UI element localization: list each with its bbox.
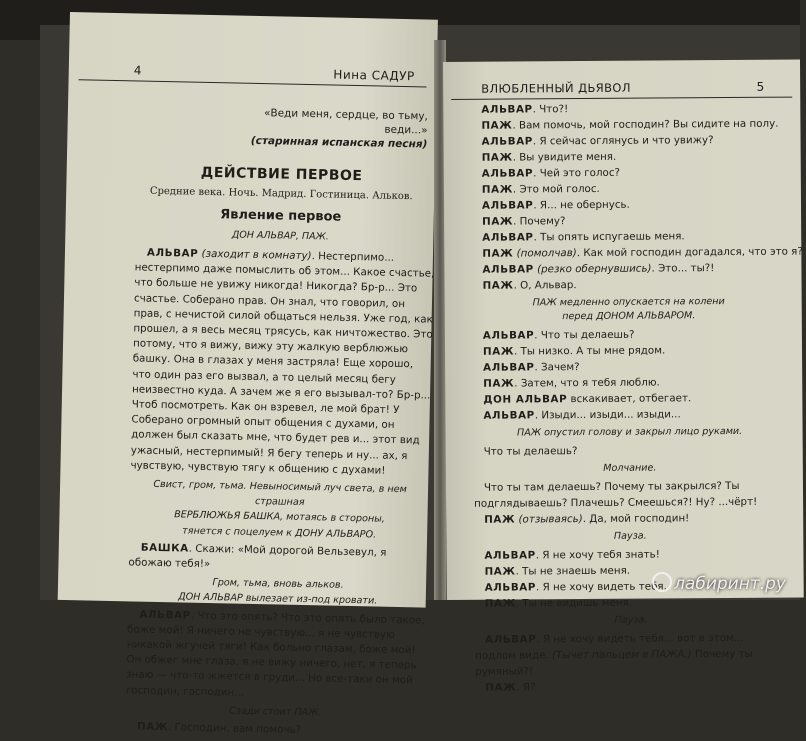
stage-direction-line: Свист, гром, тьма. Невыносимый луч света, в нем страшная bbox=[153, 478, 407, 509]
epigraph-text: «Веди меня, сердце, во тьму, веди...» bbox=[263, 107, 429, 137]
speaker-name: АЛЬВАР bbox=[483, 361, 535, 374]
dialogue-paragraph bbox=[126, 607, 428, 704]
dialogue-text: . Ты не видишь меня. bbox=[515, 596, 633, 610]
left-page-header bbox=[79, 57, 427, 87]
epigraph bbox=[217, 105, 428, 151]
dialogue-text: . Изыди... изыди... изыди... bbox=[534, 408, 681, 422]
speaker-name: ПАЖ bbox=[482, 215, 514, 228]
speaker-name: АЛЬВАР bbox=[481, 103, 533, 116]
dialogue-line bbox=[473, 276, 785, 294]
dialogue-text: . Это... ты?! bbox=[651, 262, 715, 275]
speaker-name: ПАЖ bbox=[484, 565, 516, 578]
speaker-name: АЛЬВАР bbox=[484, 581, 537, 594]
dialogue-line bbox=[472, 244, 803, 262]
stage-direction: Молчание. bbox=[603, 462, 657, 474]
labirint-logo-icon bbox=[652, 572, 672, 592]
dialogue-line: Что ты там делаешь? Почему ты закрылся? Ты подглядываешь? Плачешь? Смеешься?! Ну? ...чёрт! bbox=[474, 479, 758, 510]
speaker-name: ПАЖ bbox=[136, 720, 169, 734]
dialogue-text: . Вам помочь, мой господин? Вы сидите на полу. bbox=[512, 117, 779, 132]
cast-line: ДОН АЛЬВАР, ПАЖ. bbox=[231, 229, 329, 243]
scene-title: Явление первое bbox=[220, 207, 342, 225]
speaker-name: АЛЬВАР bbox=[481, 135, 533, 148]
dialogue-text: . Скажи: «Мой дорогой Вельзевул, я обожаю тебя!» bbox=[128, 542, 387, 571]
dialogue-paragraph bbox=[125, 719, 425, 740]
running-title: ВЛЮБЛЕННЫЙ ДЬЯВОЛ bbox=[481, 80, 631, 96]
dialogue-text: Почему ты румяный?! bbox=[475, 647, 753, 678]
watermark-text: лабиринт.ру bbox=[674, 574, 786, 594]
dialogue-text: . Нестерпимо... нестерпимо даже помыслить об этом... Какое счастье, что больше не увижу никогда! Никогда? Бр-р... Это счастье. Соберано прав. Он знал, что говорил, он прав, с нечистой силой общаться нельзя. Уже год, как прошел, а я весь месяц трясусь, как ничтожество. Это потому, что я вижу, вижу эту жалкую верблюжью башку. Она в глазах у меня застряла! Еще хорошо, что один раз его вызвал, а то целый месяц бегу неизвестно куда. А зачем же я его вызывал-то? Бр-р... Чтоб посмотреть. Как он взревел, ле мой брат! У Соберано огромный опыт общения с духами, он должен был сказать мне, что будет рев и... этот вид ужасный, нестерпимый! Я бегу теперь и ну... ах, я чувствую, чувствую тягу к общению с духами! bbox=[130, 250, 435, 477]
speaker-name: ПАЖ bbox=[481, 151, 513, 164]
stage-direction: Пауза. bbox=[614, 614, 648, 626]
dialogue-text: . Ты не знаешь меня. bbox=[515, 564, 631, 578]
stage-direction-line: перед ДОНОМ АЛЬВАРОМ. bbox=[562, 310, 696, 323]
right-page-number: 5 bbox=[756, 79, 765, 94]
stage-direction-inline: (заходит в комнату) bbox=[201, 247, 312, 263]
speaker-name: АЛЬВАР bbox=[139, 608, 191, 622]
dialogue-text: . Я сейчас оглянусь и что увижу? bbox=[532, 134, 714, 148]
speaker-name: АЛЬВАР bbox=[482, 263, 534, 276]
dialogue-block-2 bbox=[473, 326, 786, 424]
stage-direction: Пауза. bbox=[613, 530, 647, 542]
dialogue-paragraph bbox=[128, 540, 429, 577]
stage-direction-inline: (резко обернувшись) bbox=[537, 262, 652, 276]
stage-direction-inline: (Тычет пальцем в ПАЖА.) bbox=[551, 648, 692, 662]
speaker-name: АЛЬВАР bbox=[482, 231, 534, 244]
dialogue-text: . О, Альвар. bbox=[513, 279, 577, 292]
dialogue-text: . Ты опять испугаешь меня. bbox=[533, 230, 685, 244]
speaker-name: ПАЖ bbox=[481, 183, 513, 196]
stage-direction: ПАЖ опустил голову и закрыл лицо руками. bbox=[516, 425, 743, 439]
dialogue-text: . Я не хочу тебя знать! bbox=[535, 548, 660, 562]
setting-line: Средние века. Ночь. Мадрид. Гостиница. Альков. bbox=[149, 185, 413, 203]
speaker-name: ПАЖ bbox=[484, 513, 516, 526]
dialogue-text: . Я... не обернусь. bbox=[533, 198, 630, 212]
speaker-name: ПАЖ bbox=[485, 681, 517, 694]
speaker-name: ПАЖ bbox=[484, 597, 516, 610]
speaker-name: БАШКА bbox=[140, 541, 189, 555]
stage-direction-inline: (отзываясь) bbox=[518, 513, 583, 526]
dialogue-line: Что ты делаешь? bbox=[483, 445, 578, 458]
dialogue-text: . Господин, вам помочь? bbox=[167, 721, 302, 737]
act-title: ДЕЙСТВИЕ ПЕРВОЕ bbox=[200, 164, 363, 185]
speaker-name: АЛЬВАР bbox=[481, 199, 534, 212]
stage-direction bbox=[129, 476, 430, 543]
stage-direction bbox=[128, 574, 429, 611]
stage-direction-line: тянется с поцелуем к ДОНУ АЛЬВАРО. bbox=[182, 525, 377, 541]
dialogue-text: . Как мой господин догадался, что это я? bbox=[576, 245, 803, 260]
stage-direction-line: ПАЖ медленно опускается на колени bbox=[532, 296, 725, 309]
right-page bbox=[443, 60, 804, 694]
dialogue-line bbox=[475, 630, 787, 680]
dialogue-text: . Вы увидите меня. bbox=[512, 150, 617, 164]
dialogue-line bbox=[473, 406, 785, 424]
stage-direction-line: Гром, тьма, вновь альков. bbox=[212, 577, 344, 592]
left-page-body bbox=[125, 245, 435, 740]
dialogue-line bbox=[475, 678, 787, 696]
dialogue-text: . Ты низко. А ты мне рядом. bbox=[513, 344, 666, 358]
watermark bbox=[652, 572, 786, 594]
dialogue-paragraph bbox=[130, 245, 435, 479]
epigraph-source: (старинная испанская песня) bbox=[250, 134, 428, 151]
dialogue-text: . Я не хочу видеть тебя... вот в этом... подлом виде. bbox=[475, 631, 744, 662]
right-page-header bbox=[451, 75, 792, 100]
dialogue-text: . Да, мой господин! bbox=[582, 512, 690, 526]
dialogue-block-1 bbox=[471, 100, 803, 294]
left-page-number: 4 bbox=[133, 63, 142, 78]
speaker-name: ПАЖ bbox=[481, 119, 513, 132]
dialogue-line bbox=[471, 116, 783, 134]
dialogue-text: . Что это опять? Что это опять было такое, боже мой! Я ничего не чувствую... я не чувствую никакой жгучей тяги! Как больно глазам, боже мой! Он обжег мне глаза, я не вижу ничего, нет, я теперь знаю — что-то жжется в груди... Но все-таки он мой господин, господин... bbox=[125, 609, 425, 699]
dialogue-text: . Что?! bbox=[532, 103, 569, 116]
author-name: Нина САДУР bbox=[333, 67, 415, 84]
stage-direction: Сзади стоит ПАЖ. bbox=[229, 705, 322, 719]
dialogue-text: . Что ты делаешь? bbox=[534, 328, 635, 342]
dialogue-line bbox=[474, 510, 786, 528]
dialogue-text: . Затем, что я тебя люблю. bbox=[514, 376, 660, 390]
stage-direction-line: ДОН АЛЬВАР вылезает из-под кровати. bbox=[178, 591, 378, 608]
speaker-name: ПАЖ bbox=[482, 247, 514, 260]
dialogue-text: . Чей это голос? bbox=[533, 166, 621, 180]
stage-direction bbox=[473, 295, 785, 325]
right-page-body bbox=[471, 100, 803, 696]
dialogue-line bbox=[475, 594, 787, 612]
speaker-name: АЛЬВАР bbox=[481, 167, 534, 180]
dialogue-text: . Я? bbox=[516, 681, 536, 694]
speaker-name: ПАЖ bbox=[482, 345, 515, 358]
speaker-name: АЛЬВАР bbox=[146, 246, 199, 260]
speaker-name: ПАЖ bbox=[482, 279, 514, 292]
stage-direction-inline: (помолчав) bbox=[516, 247, 577, 260]
speaker-name: АЛЬВАР bbox=[484, 633, 537, 646]
speaker-name: ПАЖ bbox=[483, 377, 515, 390]
dialogue-text: . Почему? bbox=[513, 215, 566, 228]
left-page bbox=[58, 12, 438, 737]
dialogue-text: . Это мой голос. bbox=[512, 182, 600, 196]
speaker-name: ДОН АЛЬВАР bbox=[483, 393, 568, 406]
dialogue-text: вскакивает, отбегает. bbox=[567, 392, 692, 406]
dialogue-text: . Я не хочу видеть тебя. bbox=[535, 580, 667, 594]
dialogue-text: . Зачем? bbox=[534, 361, 580, 374]
speaker-name: АЛЬВАР bbox=[484, 549, 536, 562]
stage-direction-line: ВЕРБЛЮЖЬЯ БАШКА, мотаясь в стороны, bbox=[174, 509, 385, 526]
speaker-name: АЛЬВАР bbox=[483, 409, 535, 422]
speaker-name: АЛЬВАР bbox=[482, 329, 535, 342]
